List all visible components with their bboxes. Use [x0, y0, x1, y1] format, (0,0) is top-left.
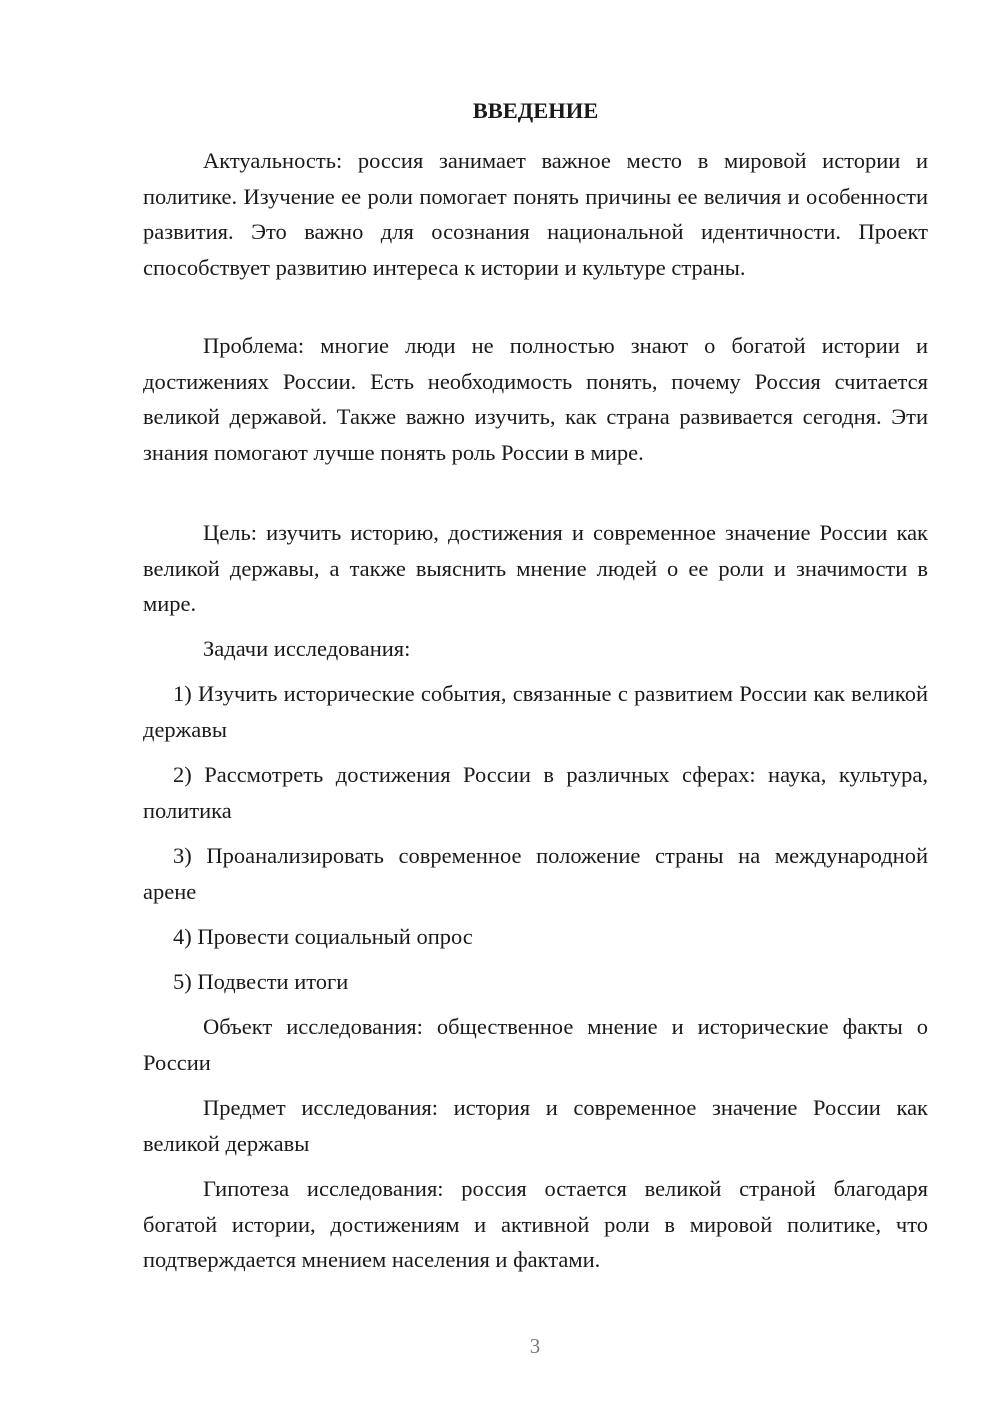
page-title: ВВЕДЕНИЕ: [472, 98, 599, 123]
task-item-1: 1) Изучить исторические события, связанные с развитием России как великой державы: [143, 681, 928, 742]
paragraph-goal: Цель: изучить историю, достижения и современное значение России как великой державы, а также выяснить мнение людей о ее роли и значимости в мире.: [143, 520, 928, 616]
paragraph-subject: Предмет исследования: история и современное значение России как великой державы: [143, 1095, 928, 1156]
task-item-2: 2) Рассмотреть достижения России в различных сферах: наука, культура, политика: [143, 762, 928, 823]
paragraph-relevance: Актуальность: россия занимает важное место в мировой истории и политике. Изучение ее роли помогает понять причины ее величия и особенности развития. Это важно для осознания национальной идентичности. Проект способствует развитию интереса к истории и культуре страны.: [143, 148, 928, 280]
paragraph-object: Объект исследования: общественное мнение и исторические факты о России: [143, 1014, 928, 1075]
task-item-4: 4) Провести социальный опрос: [173, 924, 473, 949]
task-item-3: 3) Проанализировать современное положение страны на международной арене: [143, 843, 928, 904]
tasks-heading: Задачи исследования:: [203, 636, 411, 661]
page-number: 3: [529, 1334, 541, 1358]
paragraph-problem: Проблема: многие люди не полностью знают о богатой истории и достижениях России. Есть необходимость понять, почему Россия считается великой державой. Также важно изучить, как страна развивается сегодня. Эти знания помогают лучше понять роль России в мире.: [143, 333, 928, 465]
task-item-5: 5) Подвести итоги: [173, 969, 349, 994]
paragraph-hypothesis: Гипотеза исследования: россия остается великой страной благодаря богатой истории, достижениям и активной роли в мировой политике, что подтверждается мнением населения и фактами.: [143, 1176, 928, 1272]
